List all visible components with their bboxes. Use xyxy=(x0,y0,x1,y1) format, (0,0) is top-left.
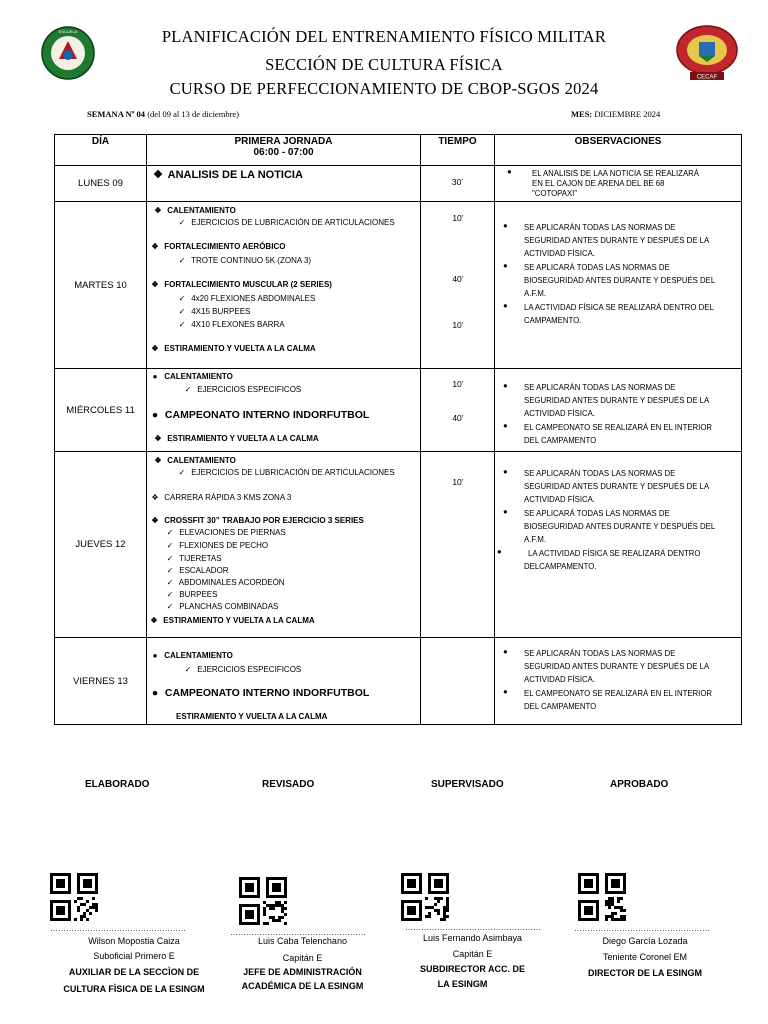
activity-item: ❖ ESTIRAMIENTO Y VUELTA A LA CALMA xyxy=(148,344,316,353)
observations-cell xyxy=(495,452,742,638)
dot-bullet-icon: ● xyxy=(151,409,159,421)
month-value: DICIEMBRE 2024 xyxy=(594,109,661,119)
activities-cell xyxy=(147,452,421,638)
header-tiempo: TIEMPO xyxy=(421,135,495,166)
diamond-bullet-icon: ❖ xyxy=(151,493,159,502)
signer-name: Luis Fernando Asimbaya xyxy=(422,933,523,943)
day-cell: VIERNES 13 xyxy=(55,638,147,725)
qr-code-icon xyxy=(50,873,98,921)
activity-item: ● CALENTAMIENTO xyxy=(148,651,233,660)
observation-line: EN EL CAJON DE ARENA DEL BE 68 xyxy=(532,179,665,188)
observation-line: EL CAMPEONATO SE REALIZARÁ EN EL INTERIOR xyxy=(524,689,713,698)
check-icon: ✓ xyxy=(166,590,174,599)
dot-bullet-icon: ● xyxy=(503,221,508,230)
activity-item: ❖ CARRERA RÁPIDA 3 KMS ZONA 3 xyxy=(148,493,291,502)
day-cell: JUEVES 12 xyxy=(55,452,147,638)
activity-item: ESTIRAMIENTO Y VUELTA A LA CALMA xyxy=(176,712,328,721)
signer-title: AUXILIAR DE LA SECCÌON DE xyxy=(68,967,200,977)
activity-item: ● CALENTAMIENTO xyxy=(148,372,233,381)
training-plan-table xyxy=(54,134,742,725)
activity-item: ❖ ESTIRAMIENTO Y VUELTA A LA CALMA xyxy=(147,616,315,625)
observation-line: A.F.M. xyxy=(524,535,547,544)
activities-cell xyxy=(147,638,421,725)
time-value: 10’ xyxy=(452,379,464,389)
check-icon: ✓ xyxy=(166,528,174,537)
signer-rank: Suboficial Primero E xyxy=(93,951,175,961)
signer-title: CULTURA FÌSICA DE LA ESINGM xyxy=(63,984,205,994)
activity-subitem: ✓ BURPEES xyxy=(163,590,217,599)
dot-bullet-icon: ● xyxy=(503,421,508,430)
qr-code-icon xyxy=(578,873,626,921)
observations-cell xyxy=(495,369,742,452)
diamond-bullet-icon: ❖ xyxy=(154,434,162,443)
signer-name: Wilson Mopostia Caiza xyxy=(88,936,180,946)
activities-cell xyxy=(147,369,421,452)
observation-line: SEGURIDAD ANTES DURANTE Y DESPUÉS DE LA xyxy=(524,662,710,671)
check-icon: ✓ xyxy=(178,294,186,303)
role-elaborado: ELABORADO xyxy=(85,779,150,790)
activities-cell xyxy=(147,166,421,202)
time-cell xyxy=(421,202,495,369)
signer-rank: Capitán E xyxy=(452,949,493,959)
check-icon: ✓ xyxy=(166,602,174,611)
activities-cell xyxy=(147,202,421,369)
table-row xyxy=(55,166,742,202)
activity-item: ❖ FORTALECIMIENTO MUSCULAR (2 SERIES) xyxy=(148,280,332,289)
observation-line: SE APLICARÁN TODAS LAS NORMAS DE xyxy=(524,383,676,392)
day-cell: LUNES 09 xyxy=(55,166,147,202)
observation-line: LA ACTIVIDAD FÍSICA SE REALIZARÁ DENTRO xyxy=(528,549,701,558)
table-header-row xyxy=(55,135,742,166)
check-icon: ✓ xyxy=(166,566,174,575)
signature-line: …………………………………………… xyxy=(574,924,710,933)
activity-subitem: ✓ 4x20 FLEXIONES ABDOMINALES xyxy=(175,294,315,303)
day-cell: MARTES 10 xyxy=(55,202,147,369)
observation-line: SE APLICARÁN TODAS LAS NORMAS DE xyxy=(524,223,676,232)
observations-cell xyxy=(495,166,742,202)
observation-line: BIOSEGURIDAD ANTES DURANTE Y DESPUÉS DEL xyxy=(524,276,716,285)
activity-item: ❖ ANALISIS DE LA NOTICIA xyxy=(151,168,303,181)
activity-subitem: ✓ PLANCHAS COMBINADAS xyxy=(163,602,278,611)
activity-item: ❖ FORTALECIMIENTO AERÓBICO xyxy=(148,242,285,251)
diamond-bullet-icon: ❖ xyxy=(151,280,159,289)
signer-title: SUBDIRECTOR ACC. DE xyxy=(419,964,525,974)
observation-line: CAMPAMENTO. xyxy=(524,316,582,325)
signer-title: JEFE DE ADMINISTRACIÓN xyxy=(243,967,362,977)
dot-bullet-icon: ● xyxy=(503,507,508,516)
signature-line: …………………………………………… xyxy=(50,924,186,933)
time-value: 10’ xyxy=(452,213,464,223)
observations-cell xyxy=(495,202,742,369)
dot-bullet-icon: ● xyxy=(503,647,508,656)
doc-course: CURSO DE PERFECCIONAMIENTO DE CBOP-SGOS 2024 xyxy=(169,79,599,98)
signer-rank: Teniente Coronel EM xyxy=(602,952,688,962)
observation-line: BIOSEGURIDAD ANTES DURANTE Y DESPUÉS DEL xyxy=(524,522,716,531)
observation-line: SEGURIDAD ANTES DURANTE Y DESPUÉS DE LA xyxy=(524,236,710,245)
observation-line: SE APLICARÁ TODAS LAS NORMAS DE xyxy=(524,509,670,518)
role-aprobado: APROBADO xyxy=(610,779,669,790)
activity-item: ● CAMPEONATO INTERNO INDORFUTBOL xyxy=(148,687,369,699)
observation-line: SEGURIDAD ANTES DURANTE Y DESPUÉS DE LA xyxy=(524,482,710,491)
check-icon: ✓ xyxy=(178,218,186,227)
check-icon: ✓ xyxy=(166,554,174,563)
week-info xyxy=(87,109,239,119)
observations-cell xyxy=(495,638,742,725)
doc-subtitle: SECCIÓN DE CULTURA FÍSICA xyxy=(265,55,503,74)
observation-line: ACTIVIDAD FÍSICA. xyxy=(524,495,596,504)
activity-subitem: ✓ TIJERETAS xyxy=(163,554,222,563)
check-icon: ✓ xyxy=(166,541,174,550)
diamond-bullet-icon: ❖ xyxy=(150,616,158,625)
dot-bullet-icon: ● xyxy=(497,547,502,556)
activity-subitem: ✓ 4X15 BURPEES xyxy=(175,307,250,316)
dot-bullet-icon: ● xyxy=(507,167,512,176)
activity-subitem: ✓ EJERCICIOS DE LUBRICACIÓN DE ARTICULACIONES xyxy=(175,468,395,477)
time-cell xyxy=(421,166,495,202)
dot-bullet-icon: ● xyxy=(152,651,158,660)
observation-line: ACTIVIDAD FÍSICA. xyxy=(524,675,596,684)
check-icon: ✓ xyxy=(178,256,186,265)
time-value: 40’ xyxy=(452,413,464,423)
activity-item: ❖ CALENTAMIENTO xyxy=(151,206,236,215)
month-info xyxy=(571,109,660,119)
activity-subitem: ✓ FLEXIONES DE PECHO xyxy=(163,541,268,550)
month-label: MES: xyxy=(571,109,593,119)
signer-rank: Capitán E xyxy=(282,953,323,963)
role-revisado: REVISADO xyxy=(262,779,315,790)
dot-bullet-icon: ● xyxy=(151,687,159,699)
activity-subitem: ✓ TROTE CONTINUO 5K (ZONA 3) xyxy=(175,256,311,265)
time-value: 30´ xyxy=(451,177,465,187)
observation-line: "COTOPAXI" xyxy=(532,189,578,198)
qr-code-icon xyxy=(239,877,287,925)
check-icon: ✓ xyxy=(184,385,192,394)
dot-bullet-icon: ● xyxy=(503,301,508,310)
activity-subitem: ✓ EJERCICIOS ESPECIFICOS xyxy=(181,665,301,674)
time-value: 40’ xyxy=(452,274,464,284)
signer-title: ACADÉMICA DE LA ESINGM xyxy=(241,981,364,991)
dot-bullet-icon: ● xyxy=(503,467,508,476)
dot-bullet-icon: ● xyxy=(503,381,508,390)
doc-title: PLANIFICACIÓN DEL ENTRENAMIENTO FÍSICO MILITAR xyxy=(161,27,607,46)
observation-line: SEGURIDAD ANTES DURANTE Y DESPUÉS DE LA xyxy=(524,396,710,405)
check-icon: ✓ xyxy=(178,307,186,316)
week-range: (del 09 al 13 de diciembre) xyxy=(147,109,239,119)
diamond-bullet-icon: ❖ xyxy=(151,344,159,353)
diamond-bullet-icon: ❖ xyxy=(153,169,163,181)
observation-line: SE APLICARÁ TODAS LAS NORMAS DE xyxy=(524,263,670,272)
activity-subitem: ✓ EJERCICIOS DE LUBRICACIÓN DE ARTICULACIONES xyxy=(175,218,395,227)
time-cell xyxy=(421,369,495,452)
observation-line: SE APLICARÁN TODAS LAS NORMAS DE xyxy=(524,469,676,478)
time-cell xyxy=(421,638,495,725)
qr-code-icon xyxy=(401,873,449,921)
header-jornada-title: PRIMERA JORNADA xyxy=(234,136,333,147)
time-value: 10’ xyxy=(452,477,464,487)
activity-item: ❖ CALENTAMIENTO xyxy=(151,456,236,465)
observation-line: A.F.M. xyxy=(524,289,547,298)
emblem-text: CECAF xyxy=(696,74,718,81)
week-label: SEMANA Nº 04 xyxy=(87,109,146,119)
diamond-bullet-icon: ❖ xyxy=(151,242,159,251)
signer-title: DIRECTOR DE LA ESINGM xyxy=(587,968,702,978)
observation-line: ACTIVIDAD FÍSICA. xyxy=(524,249,596,258)
header-dia: DÍA xyxy=(55,135,147,166)
check-icon: ✓ xyxy=(178,468,186,477)
observation-line: LA ACTIVIDAD FÍSICA SE REALIZARÁ DENTRO DEL xyxy=(524,303,714,312)
observation-line: DELCAMPAMENTO. xyxy=(524,562,597,571)
signer-name: Diego García Lozada xyxy=(602,936,688,946)
observation-line: ACTIVIDAD FÍSICA. xyxy=(524,409,596,418)
observation-line: DEL CAMPAMENTO xyxy=(524,436,597,445)
diamond-bullet-icon: ❖ xyxy=(154,456,162,465)
time-value: 10’ xyxy=(452,320,464,330)
diamond-bullet-icon: ❖ xyxy=(151,516,159,525)
table-row xyxy=(55,369,742,452)
observation-line: EL ANALISIS DE LAA NOTICIA SE REALIZARÁ xyxy=(532,169,699,178)
dot-bullet-icon: ● xyxy=(503,687,508,696)
activity-item: ● CAMPEONATO INTERNO INDORFUTBOL xyxy=(148,409,369,421)
check-icon: ✓ xyxy=(178,320,186,329)
dot-bullet-icon: ● xyxy=(152,372,158,381)
activity-subitem: ✓ ESCALADOR xyxy=(163,566,229,575)
observation-line: EL CAMPEONATO SE REALIZARÁ EN EL INTERIOR xyxy=(524,423,713,432)
dot-bullet-icon: ● xyxy=(503,261,508,270)
activity-subitem: ✓ ELEVACIONES DE PIERNAS xyxy=(163,528,286,537)
observation-line: DEL CAMPAMENTO xyxy=(524,702,597,711)
signature-line: …………………………………………… xyxy=(230,928,366,937)
signature-line: …………………………………………… xyxy=(405,923,541,932)
svg-text:ESCUELA: ESCUELA xyxy=(58,29,78,34)
table-row xyxy=(55,638,742,725)
check-icon: ✓ xyxy=(184,665,192,674)
check-icon: ✓ xyxy=(166,578,174,587)
role-supervisado: SUPERVISADO xyxy=(431,779,504,790)
header-jornada-time: 06:00 - 07:00 xyxy=(253,147,314,158)
activity-item: ❖ ESTIRAMIENTO Y VUELTA A LA CALMA xyxy=(151,434,319,443)
activity-subitem: ✓ ABDOMINALES ACORDEÓN xyxy=(163,578,285,587)
table-row xyxy=(55,202,742,369)
table-row xyxy=(55,452,742,638)
activity-subitem: ✓ 4X10 FLEXONES BARRA xyxy=(175,320,285,329)
activity-item: ❖ CROSSFIT 30” TRABAJO POR EJERCICIO 3 SERIES xyxy=(148,516,364,525)
day-cell: MIÉRCOLES 11 xyxy=(55,369,147,452)
observation-line: SE APLICARÁN TODAS LAS NORMAS DE xyxy=(524,649,676,658)
signer-title: LA ESINGM xyxy=(437,979,488,989)
time-cell xyxy=(421,452,495,638)
header-jornada xyxy=(147,135,421,166)
signer-name: Luis Caba Telenchano xyxy=(258,936,347,946)
activity-subitem: ✓ EJERCICIOS ESPECIFICOS xyxy=(181,385,301,394)
header-observaciones: OBSERVACIONES xyxy=(495,135,742,166)
diamond-bullet-icon: ❖ xyxy=(154,206,162,215)
